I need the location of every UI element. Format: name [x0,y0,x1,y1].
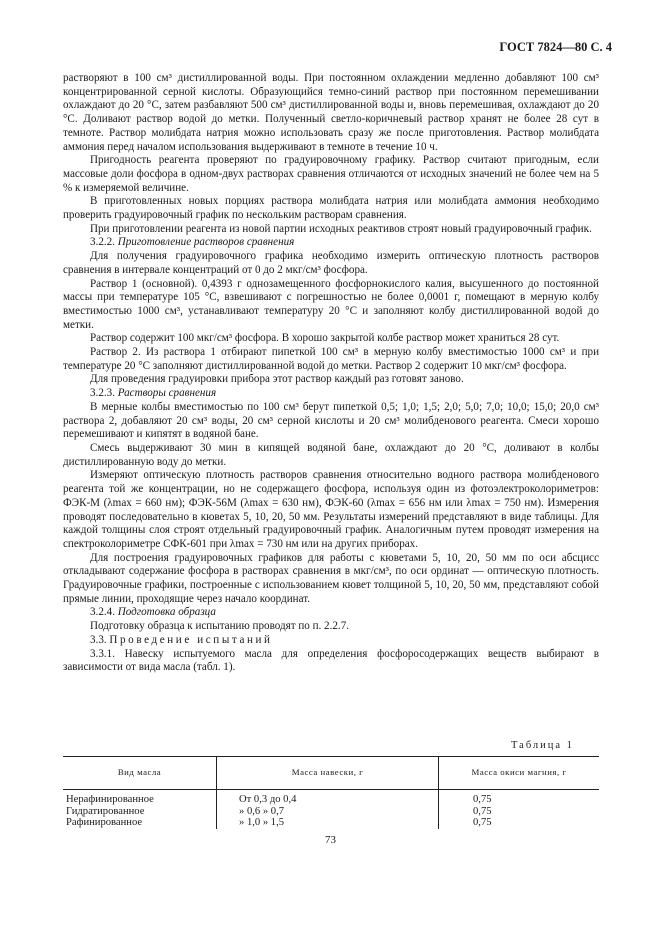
section-number: 3.2.3. [90,387,115,400]
section-title: Растворы сравнения [117,387,217,400]
paragraph: растворяют в 100 см³ дистиллированной воды. При постоянном охлаждении медленно добавляют 100 см³ концентрированной серной кислоты. Образующийся темно-синий раствор при постоянном перемешивании охлаждают до 20 °С, затем разбавляют 500 см³ дистиллированной воды и, вновь перемешивая, охлаждают до 20 °С. Доливают раствор водой до метки. Полученный светло-коричневый раствор хранят не более 28 сут в темноте. Раствор молибдата натрия можно использовать сразу же после приготовления. Раствор молибдата аммония перед началом использования выдерживают в темноте в течение 10 ч. [63,72,599,153]
section-number: 3.2.2. [90,236,115,249]
paragraph: Для проведения градуировки прибора этот раствор каждый раз готовят заново. [90,373,464,386]
column-header: Масса навески, г [217,757,439,790]
paragraph: В мерные колбы вместимостью по 100 см³ берут пипеткой 0,5; 1,0; 1,5; 2,0; 5,0; 7,0; 10,0; 15,0; 20,0 см³ раствора 2, добавляют 20 см³ воды, 20 см³ серной кислоты и 20 см³ молибденового реагента. Смеси хорошо перемешивают и кипятят в водяной бане. [63,400,599,441]
section-number: 3.3. [90,633,107,646]
table-cell: 0,75 [439,806,600,818]
table-caption: Таблица 1 [511,740,574,751]
section-heading [63,606,599,620]
section-title: Подготовка образца [117,606,216,619]
table-row [63,806,599,818]
table-cell: 0,75 [439,817,600,829]
table-1 [63,756,599,829]
paragraph: Для построения градуировочных графиков для работы с кюветами 5, 10, 20, 50 мм по оси абсцисс откладывают содержание фосфора в растворах сравнения в мкг/см³, по оси ординат — оптическую плотность. Градуировочные графики, построенные с использованием кювет толщиной 5, 10, 20, 50 мм, представляют собой прямые линии, проходящие через начало координат. [63,551,599,605]
paragraph: Подготовку образца к испытанию проводят по п. 2.2.7. [90,620,350,633]
table-cell: 0,75 [439,790,600,806]
table-cell: Гидратированное [66,805,145,817]
table-cell: Нерафинированное [66,794,154,805]
paragraph: Раствор 2. Из раствора 1 отбирают пипеткой 100 см³ в мерную колбу вместимостью 1000 см³ и при температуре 20 °С заполняют дистиллированной водой до метки. Раствор 2 содержит 10 мкг/см³ фосфора. [63,346,599,372]
section-heading [63,236,599,250]
paragraph: Раствор 1 (основной). 0,4393 г однозамещенного фосфорнокислого калия, высушенного до постоянной массы при температуре 105 °С, взвешивают с погрешностью не более 0,0001 г, помещают в мерную колбу вместимостью 1000 см³, устанавливают температуру 20 °С и заполняют колбу дистиллированной водой до метки. [63,277,599,331]
paragraph: 3.3.1. Навеску испытуемого масла для определения фосфоросодержащих веществ выбирают в зависимости от вида масла (табл. 1). [63,647,599,674]
section-title: Проведение испытаний [109,633,273,646]
section-number: 3.2.4. [90,606,115,619]
paragraph: Смесь выдерживают 30 мин в кипящей водяной бане, охлаждают до 20 °С, доливают в колбы дистиллированную воду до метки. [63,441,599,468]
paragraph: Для получения градуировочного графика необходимо измерить оптическую плотность растворов сравнения в интервале концентраций от 0 до 2 мкг/см³ фосфора. [63,250,599,276]
document-body [63,72,599,675]
column-header: Вид масла [63,757,217,790]
table-row [63,817,599,829]
page-number: 73 [325,834,336,846]
table-row [63,790,599,806]
paragraph: Измеряют оптическую плотность растворов сравнения относительно водного раствора молибденового реагента той же концентрации, но не содержащего фосфора, используя один из фотоэлектроколориметров: ФЭК-М (λmax = 660 нм); ФЭК-56М (λmax = 630 нм), ФЭК-60 (λmax = 656 нм или λmax = 750 нм). Измерения проводят последовательно в кюветах 5, 10, 20, 50 мм. Результаты измерений представляют в виде таблицы. Для каждой толщины слоя строят отдельный градуировочный график. Аналогичным путем проводят измерения на спектроколориметре СФК-601 при λmax = 730 нм или на других приборах. [63,469,599,550]
paragraph: При приготовлении реагента из новой партии исходных реактивов строят новый градуировочный график. [90,222,592,235]
column-header: Масса окиси магния, г [439,757,600,790]
table-cell: » 1,0 » 1,5 [217,817,439,829]
paragraph: В приготовленных новых порциях раствора молибдата натрия или молибдата аммония необходимо проверить градуировочный график по нескольким растворам сравнения. [63,195,599,222]
section-heading [63,634,599,648]
section-heading [63,387,599,401]
section-title: Приготовление растворов сравнения [117,236,295,249]
table-header-row [63,757,599,790]
paragraph: Пригодность реагента проверяют по градуировочному графику. Раствор считают пригодным, если массовые доли фосфора в одном-двух растворах сравнения отличаются от исходных значений не более чем на 5 % к измеряемой величине. [63,154,599,194]
table-cell: Рафинированное [66,817,143,829]
table-cell: От 0,3 до 0,4 [217,790,439,806]
table-cell: » 0,6 » 0,7 [217,806,439,818]
paragraph: Раствор содержит 100 мкг/см³ фосфора. В хорошо закрытой колбе раствор может храниться 28 сут. [90,332,560,345]
page-header: ГОСТ 7824—80 С. 4 [499,40,612,54]
